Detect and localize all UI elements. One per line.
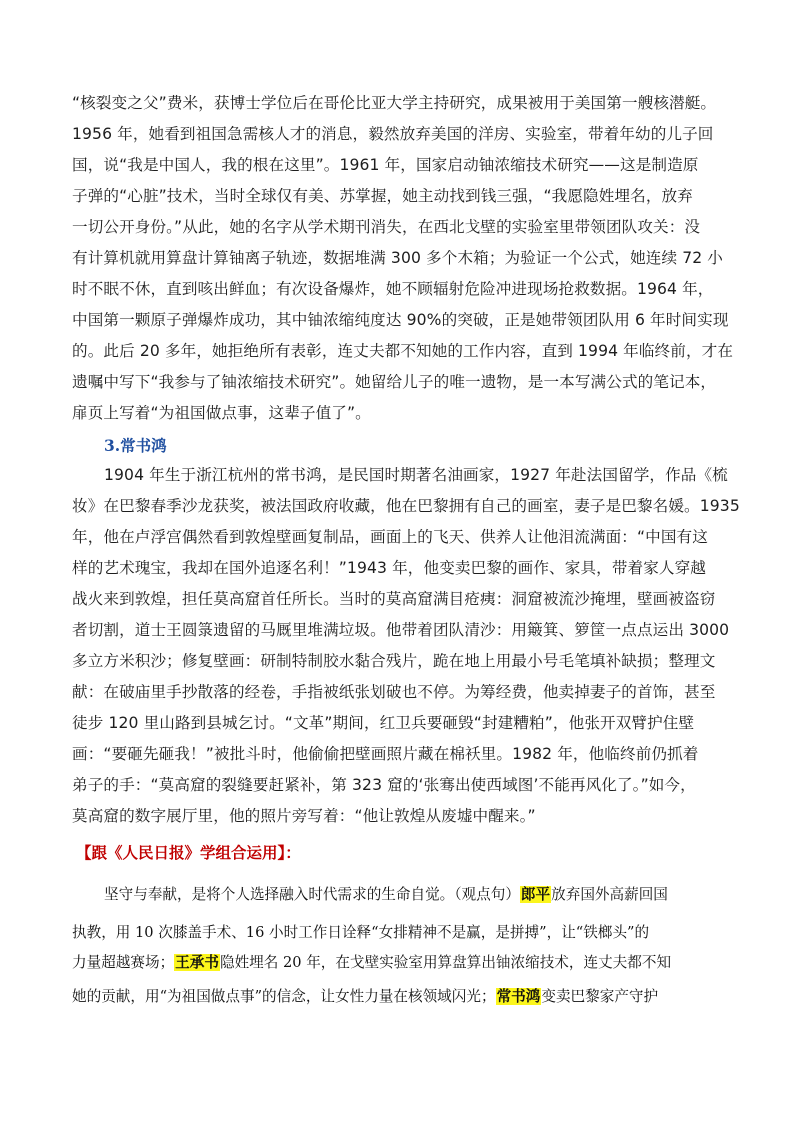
paragraph-line: 子弹的“心脏”技术，当时全球仅有美、苏掌握，她主动找到钱三强，“我愿隐姓埋名，放弃 (72, 187, 693, 205)
paragraph-line: 中国第一颗原子弹爆炸成功，其中铀浓缩纯度达 90%的突破，正是她带领团队用 6 年时间实现 (72, 311, 729, 329)
paragraph-line: 遗嘱中写下“我参与了铀浓缩技术研究”。她留给儿子的唯一遗物，是一本写满公式的笔记本， (72, 373, 717, 391)
paragraph-line: 献：在破庙里手抄散落的经卷，手指被纸张划破也不停。为筹经费，他卖掉妻子的首饰，甚至 (72, 683, 716, 701)
paragraph-line (104, 885, 764, 905)
paragraph-line (72, 987, 732, 1007)
paragraph-line: 徒步 120 里山路到县城乞讨。“文革”期间，红卫兵要砸毁“封建糟粕”，他张开双臂护住壁 (72, 714, 695, 732)
paragraph-line: “核裂变之父”费米，获博士学位后在哥伦比亚大学主持研究，成果被用于美国第一艘核潜艇。 (72, 94, 717, 112)
highlighted-name: 王承书 (175, 954, 219, 971)
paragraph-line (72, 953, 732, 973)
paragraph-line: 画：“要砸先砸我！”被批斗时，他偷偷把壁画照片藏在棉袄里。1982 年，他临终前仍抓着 (72, 745, 699, 763)
highlighted-name: 常书鸿 (496, 988, 541, 1005)
viewpoint-text: 坚守与奉献，是将个人选择融入时代需求的生命自觉。（观点句） (104, 886, 520, 903)
paragraph-line: 莫高窟的数字展厅里，他的照片旁写着：“他让敦煌从废墟中醒来。” (72, 807, 536, 825)
line-text: 变卖巴黎家产守护 (541, 988, 659, 1005)
line-text: 隐姓埋名 20 年，在戈壁实验室用算盘算出铀浓缩技术，连丈夫都不知 (219, 954, 672, 971)
paragraph-line: 者切割，道士王圆箓遗留的马厩里堆满垃圾。他带着团队清沙：用簸箕、箩筐一点点运出 3000 (72, 621, 730, 639)
paragraph-line: 扉页上写着“为祖国做点事，这辈子值了”。 (72, 404, 371, 422)
paragraph-line: 一切公开身份。”从此，她的名字从学术期刊消失，在西北戈壁的实验室里带领团队攻关：没 (72, 218, 701, 236)
paragraph-line: 年，他在卢浮宫偶然看到敦煌壁画复制品，画面上的飞天、供养人让他泪流满面：“中国有这 (72, 528, 708, 546)
line-text: 力量超越赛场； (72, 954, 175, 971)
paragraph-line: 国，说“我是中国人，我的根在这里”。1961 年，国家启动铀浓缩技术研究——这是制造原 (72, 156, 699, 174)
paragraph-line: 1956 年，她看到祖国急需核人才的消息，毅然放弃美国的洋房、实验室，带着年幼的儿子回 (72, 125, 714, 143)
highlighted-name: 郎平 (520, 886, 551, 903)
paragraph-line: 多立方米积沙；修复壁画：研制特制胶水黏合残片，跪在地上用最小号毛笔填补缺损；整理文 (72, 652, 716, 670)
paragraph-line: 1904 年生于浙江杭州的常书鸿，是民国时期著名油画家，1927 年赴法国留学，作品《梳 (104, 466, 728, 484)
section-heading: 3.常书鸿 (104, 436, 167, 455)
section-heading-red: 【跟《人民日报》学组合运用】： (76, 844, 301, 862)
paragraph-line: 妆》在巴黎春季沙龙获奖，被法国政府收藏，他在巴黎拥有自己的画室，妻子是巴黎名媛。1935 (72, 497, 740, 515)
paragraph-line: 执教，用 10 次膝盖手术、16 小时工作日诠释“女排精神不是赢，是拼搏”，让“铁榔头”的 (72, 924, 650, 941)
paragraph-line: 的。此后 20 多年，她拒绝所有表彰，连丈夫都不知她的工作内容，直到 1994 年临终前，才在 (72, 342, 734, 360)
line-text: 放弃国外高薪回国 (551, 886, 668, 903)
paragraph-line: 有计算机就用算盘计算铀离子轨迹，数据堆满 300 多个木箱；为验证一个公式，她连续 72 小 (72, 249, 724, 267)
line-text: 她的贡献，用“为祖国做点事”的信念，让女性力量在核领域闪光； (72, 988, 496, 1005)
paragraph-line: 时不眠不休，直到咳出鲜血；有次设备爆炸，她不顾辐射危险冲进现场抢救数据。1964 年， (72, 280, 714, 298)
paragraph-line: 弟子的手：“莫高窟的裂缝要赶紧补，第 323 窟的‘张骞出使西域图’不能再风化了。”如今， (72, 776, 696, 794)
paragraph-line: 样的艺术瑰宝，我却在国外追逐名利！”1943 年，他变卖巴黎的画作、家具，带着家人穿越 (72, 559, 706, 577)
paragraph-line: 战火来到敦煌，担任莫高窟首任所长。当时的莫高窟满目疮痍：洞窟被流沙掩埋，壁画被盗窃 (72, 590, 716, 608)
